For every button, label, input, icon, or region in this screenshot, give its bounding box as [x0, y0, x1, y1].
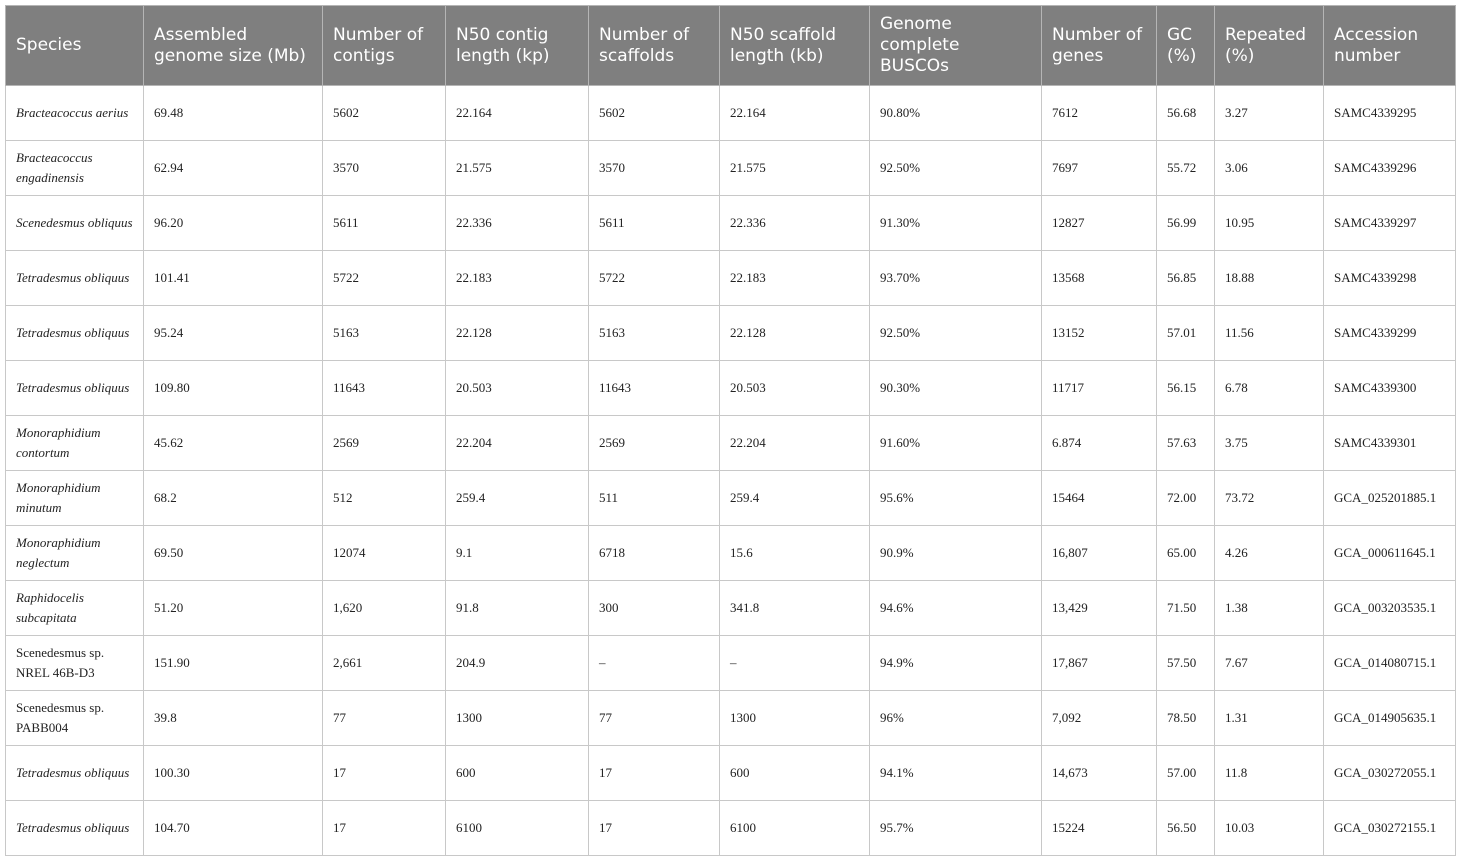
table-row	[6, 86, 1456, 141]
species-cell	[6, 746, 144, 801]
header-repeated: Repeated (%)	[1215, 6, 1324, 86]
n50-scaffold-cell: 22.164	[720, 86, 870, 141]
genes-cell: 15224	[1042, 801, 1157, 856]
n50-contig-cell: 6100	[446, 801, 589, 856]
species-name: Raphidocelis subcapitata	[16, 590, 84, 625]
buscos-cell: 94.6%	[870, 581, 1042, 636]
repeated-cell: 1.38	[1215, 581, 1324, 636]
contigs-cell: 5163	[323, 306, 446, 361]
contigs-cell: 5722	[323, 251, 446, 306]
table-row	[6, 636, 1456, 691]
genes-cell: 16,807	[1042, 526, 1157, 581]
n50-contig-cell: 1300	[446, 691, 589, 746]
species-name: Bracteacoccus engadinensis	[16, 150, 93, 185]
gc-cell: 56.15	[1157, 361, 1215, 416]
header-row	[6, 6, 1456, 86]
genome-size-cell: 151.90	[144, 636, 323, 691]
species-name: Monoraphidium neglectum	[16, 535, 101, 570]
gc-cell: 65.00	[1157, 526, 1215, 581]
genes-cell: 14,673	[1042, 746, 1157, 801]
gc-cell: 72.00	[1157, 471, 1215, 526]
genome-size-cell: 109.80	[144, 361, 323, 416]
n50-contig-cell: 21.575	[446, 141, 589, 196]
buscos-cell: 95.6%	[870, 471, 1042, 526]
n50-contig-cell: 91.8	[446, 581, 589, 636]
table-row	[6, 251, 1456, 306]
buscos-cell: 90.80%	[870, 86, 1042, 141]
contigs-cell: 5611	[323, 196, 446, 251]
accession-cell: SAMC4339300	[1324, 361, 1456, 416]
scaffolds-cell: 2569	[589, 416, 720, 471]
n50-contig-cell: 204.9	[446, 636, 589, 691]
table-row	[6, 196, 1456, 251]
species-name: Tetradesmus obliquus	[16, 270, 130, 285]
n50-contig-cell: 22.164	[446, 86, 589, 141]
buscos-cell: 94.1%	[870, 746, 1042, 801]
gc-cell: 56.68	[1157, 86, 1215, 141]
contigs-cell: 12074	[323, 526, 446, 581]
header-buscos: Genome complete BUSCOs	[870, 6, 1042, 86]
gc-cell: 57.00	[1157, 746, 1215, 801]
repeated-cell: 11.56	[1215, 306, 1324, 361]
n50-scaffold-cell: 341.8	[720, 581, 870, 636]
repeated-cell: 10.95	[1215, 196, 1324, 251]
table-row	[6, 691, 1456, 746]
species-cell	[6, 471, 144, 526]
gc-cell: 55.72	[1157, 141, 1215, 196]
genes-cell: 7,092	[1042, 691, 1157, 746]
genome-size-cell: 95.24	[144, 306, 323, 361]
n50-contig-cell: 22.204	[446, 416, 589, 471]
repeated-cell: 18.88	[1215, 251, 1324, 306]
scaffolds-cell: 6718	[589, 526, 720, 581]
accession-cell: SAMC4339299	[1324, 306, 1456, 361]
accession-cell: SAMC4339297	[1324, 196, 1456, 251]
scaffolds-cell: 77	[589, 691, 720, 746]
table-row	[6, 801, 1456, 856]
contigs-cell: 17	[323, 746, 446, 801]
genome-size-cell: 69.48	[144, 86, 323, 141]
contigs-cell: 5602	[323, 86, 446, 141]
scaffolds-cell: –	[589, 636, 720, 691]
accession-cell: GCA_030272155.1	[1324, 801, 1456, 856]
contigs-cell: 512	[323, 471, 446, 526]
species-cell	[6, 416, 144, 471]
accession-cell: GCA_014905635.1	[1324, 691, 1456, 746]
scaffolds-cell: 5163	[589, 306, 720, 361]
genome-size-cell: 39.8	[144, 691, 323, 746]
n50-scaffold-cell: 259.4	[720, 471, 870, 526]
repeated-cell: 4.26	[1215, 526, 1324, 581]
accession-cell: SAMC4339298	[1324, 251, 1456, 306]
buscos-cell: 90.30%	[870, 361, 1042, 416]
n50-scaffold-cell: 22.128	[720, 306, 870, 361]
n50-scaffold-cell: 600	[720, 746, 870, 801]
species-cell	[6, 801, 144, 856]
scaffolds-cell: 17	[589, 746, 720, 801]
gc-cell: 56.85	[1157, 251, 1215, 306]
n50-scaffold-cell: 20.503	[720, 361, 870, 416]
contigs-cell: 3570	[323, 141, 446, 196]
buscos-cell: 92.50%	[870, 306, 1042, 361]
scaffolds-cell: 511	[589, 471, 720, 526]
contigs-cell: 17	[323, 801, 446, 856]
genes-cell: 17,867	[1042, 636, 1157, 691]
buscos-cell: 91.60%	[870, 416, 1042, 471]
gc-cell: 71.50	[1157, 581, 1215, 636]
n50-contig-cell: 22.336	[446, 196, 589, 251]
species-name: Tetradesmus obliquus	[16, 380, 130, 395]
genome-size-cell: 62.94	[144, 141, 323, 196]
gc-cell: 78.50	[1157, 691, 1215, 746]
species-cell	[6, 306, 144, 361]
n50-scaffold-cell: –	[720, 636, 870, 691]
genes-cell: 15464	[1042, 471, 1157, 526]
buscos-cell: 93.70%	[870, 251, 1042, 306]
accession-cell: SAMC4339301	[1324, 416, 1456, 471]
accession-cell: GCA_030272055.1	[1324, 746, 1456, 801]
gc-cell: 57.63	[1157, 416, 1215, 471]
genome-size-cell: 100.30	[144, 746, 323, 801]
species-name: Tetradesmus obliquus	[16, 325, 130, 340]
n50-scaffold-cell: 22.183	[720, 251, 870, 306]
species-cell	[6, 526, 144, 581]
header-scaffolds: Number of scaffolds	[589, 6, 720, 86]
header-genes: Number of genes	[1042, 6, 1157, 86]
repeated-cell: 3.75	[1215, 416, 1324, 471]
genome-size-cell: 45.62	[144, 416, 323, 471]
species-name: Scenedesmus sp. NREL 46B-D3	[16, 645, 105, 680]
header-accession: Accession number	[1324, 6, 1456, 86]
genome-size-cell: 51.20	[144, 581, 323, 636]
contigs-cell: 2569	[323, 416, 446, 471]
contigs-cell: 77	[323, 691, 446, 746]
scaffolds-cell: 5722	[589, 251, 720, 306]
gc-cell: 57.01	[1157, 306, 1215, 361]
n50-scaffold-cell: 1300	[720, 691, 870, 746]
accession-cell: GCA_000611645.1	[1324, 526, 1456, 581]
genes-cell: 7697	[1042, 141, 1157, 196]
header-n50-contig: N50 contig length (kp)	[446, 6, 589, 86]
repeated-cell: 3.06	[1215, 141, 1324, 196]
buscos-cell: 92.50%	[870, 141, 1042, 196]
accession-cell: GCA_003203535.1	[1324, 581, 1456, 636]
species-name: Scenedesmus obliquus	[16, 215, 133, 230]
header-genome-size: Assembled genome size (Mb)	[144, 6, 323, 86]
table-container	[5, 5, 1455, 856]
species-cell	[6, 86, 144, 141]
n50-contig-cell: 600	[446, 746, 589, 801]
species-cell	[6, 251, 144, 306]
genes-cell: 6.874	[1042, 416, 1157, 471]
accession-cell: GCA_014080715.1	[1324, 636, 1456, 691]
species-cell	[6, 141, 144, 196]
table-row	[6, 416, 1456, 471]
table-row	[6, 306, 1456, 361]
contigs-cell: 1,620	[323, 581, 446, 636]
table-row	[6, 471, 1456, 526]
species-name: Bracteacoccus aerius	[16, 105, 129, 120]
genome-size-cell: 96.20	[144, 196, 323, 251]
scaffolds-cell: 11643	[589, 361, 720, 416]
repeated-cell: 1.31	[1215, 691, 1324, 746]
genes-cell: 13,429	[1042, 581, 1157, 636]
n50-contig-cell: 9.1	[446, 526, 589, 581]
table-row	[6, 141, 1456, 196]
repeated-cell: 6.78	[1215, 361, 1324, 416]
header-gc: GC (%)	[1157, 6, 1215, 86]
species-name: Scenedesmus sp. PABB004	[16, 700, 105, 735]
buscos-cell: 91.30%	[870, 196, 1042, 251]
genome-size-cell: 101.41	[144, 251, 323, 306]
buscos-cell: 94.9%	[870, 636, 1042, 691]
genes-cell: 12827	[1042, 196, 1157, 251]
scaffolds-cell: 5611	[589, 196, 720, 251]
species-cell	[6, 581, 144, 636]
genome-table	[5, 5, 1456, 856]
species-cell	[6, 361, 144, 416]
table-row	[6, 581, 1456, 636]
accession-cell: SAMC4339296	[1324, 141, 1456, 196]
n50-scaffold-cell: 21.575	[720, 141, 870, 196]
accession-cell: SAMC4339295	[1324, 86, 1456, 141]
species-cell	[6, 196, 144, 251]
n50-contig-cell: 20.503	[446, 361, 589, 416]
n50-scaffold-cell: 22.204	[720, 416, 870, 471]
species-name: Monoraphidium minutum	[16, 480, 101, 515]
n50-contig-cell: 22.183	[446, 251, 589, 306]
header-n50-scaffold: N50 scaffold length (kb)	[720, 6, 870, 86]
n50-scaffold-cell: 22.336	[720, 196, 870, 251]
repeated-cell: 7.67	[1215, 636, 1324, 691]
genes-cell: 13568	[1042, 251, 1157, 306]
n50-scaffold-cell: 6100	[720, 801, 870, 856]
repeated-cell: 73.72	[1215, 471, 1324, 526]
gc-cell: 56.99	[1157, 196, 1215, 251]
scaffolds-cell: 3570	[589, 141, 720, 196]
species-name: Tetradesmus obliquus	[16, 765, 130, 780]
contigs-cell: 11643	[323, 361, 446, 416]
genome-size-cell: 68.2	[144, 471, 323, 526]
accession-cell: GCA_025201885.1	[1324, 471, 1456, 526]
buscos-cell: 96%	[870, 691, 1042, 746]
species-name: Tetradesmus obliquus	[16, 820, 130, 835]
n50-scaffold-cell: 15.6	[720, 526, 870, 581]
gc-cell: 56.50	[1157, 801, 1215, 856]
n50-contig-cell: 259.4	[446, 471, 589, 526]
species-cell	[6, 636, 144, 691]
genes-cell: 11717	[1042, 361, 1157, 416]
table-row	[6, 526, 1456, 581]
contigs-cell: 2,661	[323, 636, 446, 691]
buscos-cell: 90.9%	[870, 526, 1042, 581]
genome-size-cell: 104.70	[144, 801, 323, 856]
header-species: Species	[6, 6, 144, 86]
table-row	[6, 746, 1456, 801]
scaffolds-cell: 17	[589, 801, 720, 856]
genome-size-cell: 69.50	[144, 526, 323, 581]
table-row	[6, 361, 1456, 416]
header-contigs: Number of contigs	[323, 6, 446, 86]
species-name: Monoraphidium contortum	[16, 425, 101, 460]
repeated-cell: 3.27	[1215, 86, 1324, 141]
scaffolds-cell: 300	[589, 581, 720, 636]
genes-cell: 7612	[1042, 86, 1157, 141]
buscos-cell: 95.7%	[870, 801, 1042, 856]
scaffolds-cell: 5602	[589, 86, 720, 141]
gc-cell: 57.50	[1157, 636, 1215, 691]
species-cell	[6, 691, 144, 746]
n50-contig-cell: 22.128	[446, 306, 589, 361]
table-body	[6, 86, 1456, 856]
repeated-cell: 11.8	[1215, 746, 1324, 801]
genes-cell: 13152	[1042, 306, 1157, 361]
repeated-cell: 10.03	[1215, 801, 1324, 856]
